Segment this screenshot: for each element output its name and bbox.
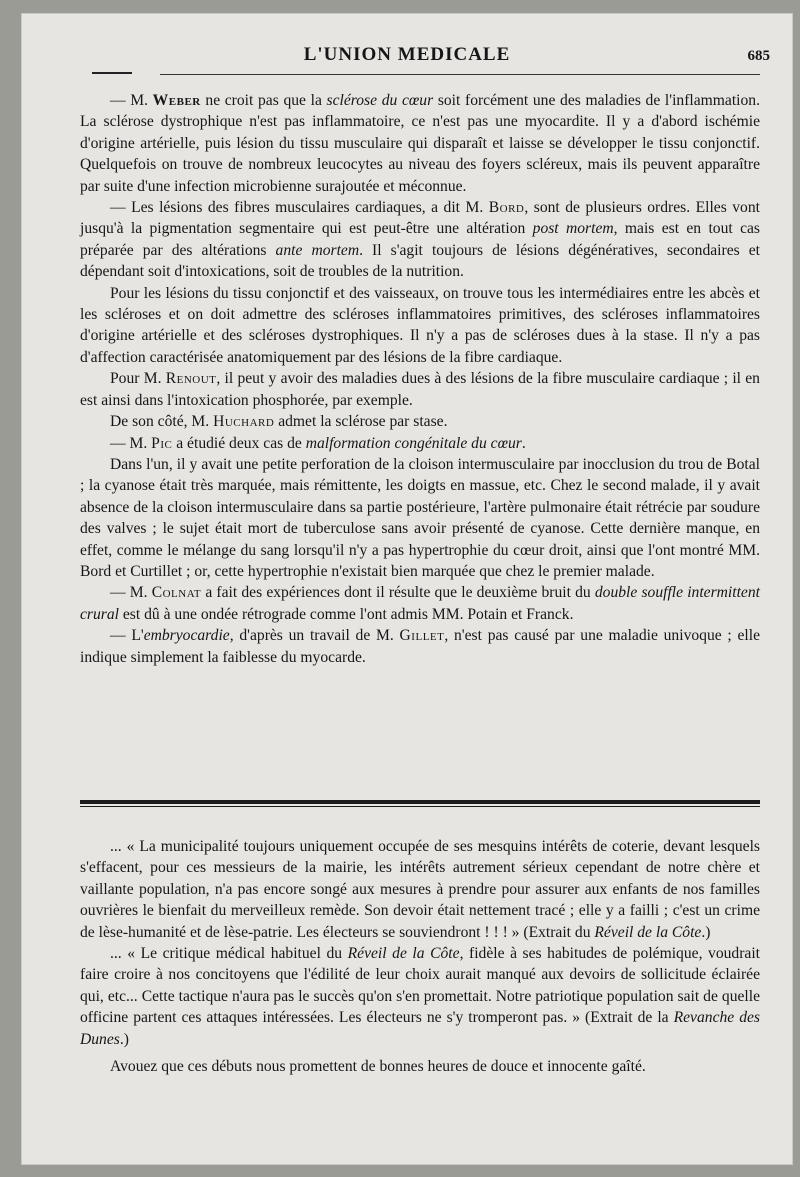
- journal-page: [22, 14, 792, 1164]
- newspaper-title: Réveil de la Côte: [594, 923, 702, 941]
- author-name: Gillet: [399, 627, 445, 645]
- author-name: Renout: [165, 370, 217, 388]
- paragraph-conjonctif: Pour les lésions du tissu conjonctif et des vaisseaux, on trouve tous les intermédiaires entre les abcès et les scléroses et on doit admettre des scléroses inflammatoires primitives, des scléroses inflammatoires d'origine artérielle et des scléroses dystrophiques. Il n'y a pas de scléroses dues à la stase. Il n'y a pas d'affection caractérisée anatomiquement par des lésions de la fibre cardiaque.: [80, 284, 760, 366]
- society-report-section: [80, 90, 760, 668]
- paragraph-huchard: De son côté, M. Huchard admet la sclérose par stase.: [110, 413, 448, 431]
- paragraph-weber: — M. Weber ne croit pas que la sclérose du cœur soit forcément une des maladies de l'inflammation. La sclérose dystrophique n'est pas inflammatoire, ce n'est pas une myocardite. Il y a d'abord ischémie d'origine artérielle, puis lésion du tissu musculaire qui disparaît et laisse se développer le tissu conjonctif. Quelquefois on trouve de nombreux leucocytes au niveau des foyers scléreux, mais ils peuvent apparaître par suite d'une infection microbienne surajoutée et méconnue.: [80, 92, 760, 195]
- emphasis: post mortem: [532, 220, 614, 238]
- emphasis: ante mortem: [275, 241, 360, 259]
- author-name: Weber: [152, 92, 201, 109]
- author-name: Pic: [151, 434, 173, 452]
- paragraph-pic: — M. Pic a étudié deux cas de malformation congénitale du cœur.: [110, 434, 526, 452]
- author-name: Huchard: [213, 413, 275, 431]
- newspaper-title: Réveil de la Côte: [347, 945, 460, 963]
- author-name: Bord: [488, 199, 525, 217]
- separator-thick-rule: [80, 800, 760, 804]
- paragraph-closing: Avouez que ces débuts nous promettent de bonnes heures de douce et innocente gaîté.: [110, 1058, 646, 1076]
- header-rule: [160, 74, 760, 75]
- author-name: Colnat: [151, 584, 202, 602]
- newspaper-title: Revanche des Dunes: [80, 1009, 760, 1048]
- paragraph-bord: — Les lésions des fibres musculaires cardiaques, a dit M. Bord, sont de plusieurs ordres. Elles vont jusqu'à la pigmentation segmentaire qui est peut-être une altération post mortem, mais est en tout cas préparée par des altérations ante mortem. Il s'agit toujours de lésions dégénératives, secondaires et dépendant soit d'intoxications, soit de troubles de la nutrition.: [80, 199, 760, 281]
- page-header: [22, 44, 792, 80]
- paragraph-quote-revanche: ... « Le critique médical habituel du Réveil de la Côte, fidèle à ses habitudes de polémique, voudrait faire croire à nos concitoyens que l'édilité de leur choix aurait manqué aux devoirs de sollicitude éclairée qui, etc... Cette tactique n'aura pas le succès qu'on s'en promettait. Notre patriotique population sait de quelle officine partent ces attaques intéressées. Les électeurs ne s'y tromperont pas. » (Extrait de la Revanche des Dunes.): [80, 945, 760, 1048]
- paragraph-cases: Dans l'un, il y avait une petite perforation de la cloison intermusculaire par inocclusion du trou de Botal ; la cyanose était très marquée, mais rémittente, les doigts en massue, etc. Chez le second malade, il y avait absence de la cloison intermusculaire dans sa partie postérieure, l'artère pulmonaire était rétrécie par soudure des valves ; le sujet était mort de tuberculose sans avoir présenté de cyanose. Cette dernière manque, en effet, comme le mélange du sang lorsqu'il n'y a pas hypertrophie du cœur droit, ainsi que l'ont montré MM. Bord et Curtillet ; or, cette hypertrophie n'existait bien marquée que chez le premier malade.: [80, 455, 760, 580]
- emphasis: malformation congénitale du cœur: [305, 434, 522, 452]
- emphasis: embryocardie: [143, 627, 230, 645]
- press-extracts-section: [80, 836, 760, 1077]
- paragraph-gillet: — L'embryocardie, d'après un travail de M. Gillet, n'est pas causé par une maladie univoque ; elle indique simplement la faiblesse du myocarde.: [80, 627, 761, 666]
- page-number: 685: [747, 48, 770, 64]
- paragraph-colnat: — M. Colnat a fait des expériences dont il résulte que le deuxième bruit du double souffle intermittent crural est dû à une ondée rétrograde comme l'ont admis MM. Potain et Franck.: [80, 584, 760, 623]
- emphasis: double souffle intermittent crural: [80, 584, 760, 623]
- emphasis: sclérose du cœur: [326, 92, 434, 109]
- running-title: L'UNION MEDICALE: [303, 44, 511, 65]
- paragraph-quote-reveil: ... « La municipalité toujours uniquement occupée de ses mesquins intérêts de coterie, devant lesquels s'effacent, pour ces messieurs de la mairie, les intérêts autrement sérieux cependant de notre chère et vaillante population, n'a pas encore songé aux mesures à prendre pour assurer aux enfants de nos familles ouvrières le bienfait du merveilleux remède. Son devoir était nettement tracé ; elle y a failli ; c'est un crime de lèse-humanité et de lèse-patrie. Les électeurs se souviendront ! ! ! » (Extrait du Réveil de la Côte.): [80, 838, 760, 941]
- header-short-rule: [92, 72, 132, 74]
- separator-thin-rule: [80, 806, 760, 807]
- section-separator: [80, 800, 760, 810]
- paragraph-renout: Pour M. Renout, il peut y avoir des maladies dues à des lésions de la fibre musculaire cardiaque ; il en est ainsi dans l'intoxication phosphorée, par exemple.: [80, 370, 760, 409]
